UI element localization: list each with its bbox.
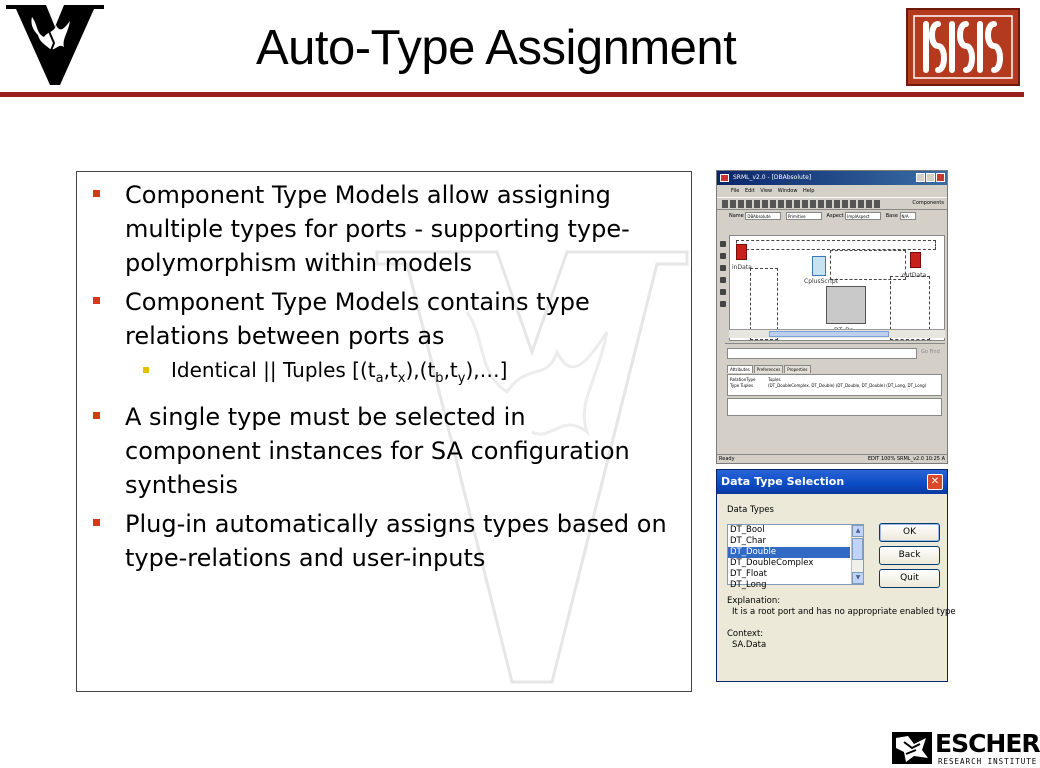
connect-tool-icon[interactable] — [720, 253, 726, 259]
quit-button[interactable]: Quit — [879, 569, 940, 588]
list-item[interactable]: DT_Float — [730, 569, 767, 579]
out-port-label: outData — [902, 272, 927, 279]
scroll-thumb[interactable] — [852, 538, 863, 560]
escher-logo — [892, 729, 1040, 766]
menu-help[interactable]: Help — [803, 188, 815, 194]
isis-logo — [906, 8, 1020, 86]
base-field[interactable]: N/A — [900, 212, 916, 220]
back-button[interactable]: Back — [879, 546, 940, 565]
escher-wordmark: ESCHER — [935, 729, 1040, 758]
dialog-title: Data Type Selection — [721, 475, 845, 488]
toolbar-button[interactable] — [826, 200, 832, 208]
in-port-label: inData — [732, 264, 752, 271]
dialog-titlebar — [717, 470, 947, 494]
scroll-down-icon[interactable]: ▼ — [852, 572, 864, 584]
list-vertical-scrollbar[interactable] — [851, 525, 863, 584]
sub-bullet-marker — [143, 367, 149, 373]
gme-left-toolbar — [719, 238, 728, 358]
maximize-button[interactable] — [926, 173, 935, 182]
bullet-text: Plug-in automatically assigns types based on type-relations and user-inputs — [125, 510, 667, 572]
tab-preferences[interactable]: Preferences — [754, 365, 784, 373]
tab-properties[interactable]: Properties — [784, 365, 810, 373]
gme-menubar — [717, 185, 947, 197]
bullet-text: A single type must be selected in component instances for SA configuration synthesis — [125, 403, 630, 499]
data-types-listbox[interactable] — [727, 524, 864, 590]
component-label: CplusScript — [804, 278, 838, 285]
go-find-button[interactable]: Go Find — [921, 349, 940, 355]
toolbar-button[interactable] — [722, 200, 728, 208]
in-port-icon[interactable] — [736, 244, 747, 260]
bullet-item — [87, 400, 667, 502]
title-rule — [0, 92, 1024, 97]
toolbar-button[interactable] — [762, 200, 768, 208]
toolbar-button[interactable] — [746, 200, 752, 208]
toolbar-button[interactable] — [786, 200, 792, 208]
toolbar-button[interactable] — [834, 200, 840, 208]
explanation-text: It is a root port and has no appropriate enabled type — [732, 607, 956, 617]
context-text: SA.Data — [732, 640, 767, 650]
toolbar-button[interactable] — [818, 200, 824, 208]
context-label: Context: — [727, 629, 764, 639]
data-types-list — [728, 525, 863, 591]
browser-tabs — [727, 365, 812, 373]
bullet-item — [87, 507, 667, 575]
sub-bullet-text: Identical || Tuples $[(t_a,t_x),(t_b,t_y),\dots]$ — [171, 358, 508, 386]
bullet-item — [87, 178, 667, 280]
toolbar-button[interactable] — [754, 200, 760, 208]
attribute-browser — [725, 343, 945, 419]
menu-window[interactable]: Window — [777, 188, 798, 194]
connection-line — [736, 240, 936, 250]
gme-window-title: SRML_v2.0 - [DBAbsolute] — [733, 174, 812, 181]
app-icon — [720, 174, 729, 182]
ok-button[interactable]: OK — [879, 523, 940, 542]
gme-titlebar — [717, 171, 947, 185]
attribute-table — [727, 374, 942, 396]
gme-editor-window — [716, 170, 948, 464]
status-text: Ready — [719, 456, 735, 462]
toolbar-button[interactable] — [874, 200, 880, 208]
dialog-close-button[interactable]: ✕ — [927, 474, 943, 490]
aspect-select[interactable]: ImplAspect — [845, 212, 881, 220]
object-search-input[interactable] — [727, 348, 917, 359]
list-item[interactable]: DT_Char — [730, 536, 767, 546]
name-field[interactable]: DBAbsolute — [745, 212, 781, 220]
bullet-text: Component Type Models allow assigning multiple types for ports - supporting type-polymorphism within models — [125, 181, 630, 277]
toolbar-button[interactable] — [730, 200, 736, 208]
list-item-selected[interactable]: DT_Double — [728, 547, 850, 558]
list-item[interactable]: DT_DoubleComplex — [730, 558, 814, 568]
bullet-text: Component Type Models contains type relations between ports as — [125, 288, 590, 350]
attribute-key: RelationType — [730, 377, 756, 382]
sub-bullet-item — [87, 356, 667, 393]
bullet-marker — [93, 519, 100, 526]
close-button[interactable] — [936, 173, 945, 182]
toolbar-button[interactable] — [810, 200, 816, 208]
toolbar-button[interactable] — [794, 200, 800, 208]
menu-edit[interactable]: Edit — [744, 188, 755, 194]
canvas-horizontal-scrollbar[interactable] — [729, 329, 945, 338]
cplusscript-icon[interactable] — [812, 256, 826, 276]
status-info: EDIT 100% SRML_v2.0 10:25 A — [867, 456, 945, 462]
menu-view[interactable]: View — [760, 188, 773, 194]
set-tool-icon[interactable] — [720, 277, 726, 283]
list-item[interactable]: DT_Bool — [730, 525, 765, 535]
minimize-button[interactable] — [916, 173, 925, 182]
toolbar-button[interactable] — [802, 200, 808, 208]
bullet-list — [87, 178, 667, 580]
escher-subtitle: RESEARCH INSTITUTE — [938, 757, 1038, 766]
bullet-item — [87, 285, 667, 353]
toolbar-button[interactable] — [842, 200, 848, 208]
zoom-tool-icon[interactable] — [720, 289, 726, 295]
bullet-marker — [93, 412, 100, 419]
scroll-up-icon[interactable]: ▲ — [852, 525, 864, 537]
attribute-value: (DT_DoubleComplex, DT_Double) (DT_Double, DT_Double) (DT_Long, DT_Long) — [768, 383, 927, 388]
out-port-icon[interactable] — [910, 252, 921, 268]
visualize-tool-icon[interactable] — [720, 301, 726, 307]
toolbar-button[interactable] — [850, 200, 856, 208]
content-box — [76, 171, 692, 692]
component-block[interactable] — [826, 286, 866, 324]
gme-statusbar — [717, 454, 947, 463]
scroll-thumb[interactable] — [769, 331, 889, 337]
name-label: Name — [729, 213, 744, 219]
bullet-marker — [93, 190, 100, 197]
isis-logo-mark — [908, 10, 1018, 84]
gme-toolbar — [717, 197, 947, 210]
toolbar-button[interactable] — [738, 200, 744, 208]
aspect-label: Aspect — [826, 213, 844, 219]
toolbar-button[interactable] — [866, 200, 872, 208]
attribute-key: Type Tuples — [730, 383, 754, 388]
base-label: Base — [885, 213, 898, 219]
toolbar-button[interactable] — [858, 200, 864, 208]
slide-title: Auto-Type Assignment — [256, 21, 737, 75]
toolbar-button[interactable] — [778, 200, 784, 208]
list-item[interactable]: DT_Long — [730, 580, 767, 590]
escher-mark-icon — [892, 732, 932, 764]
gme-namebar — [717, 210, 947, 223]
toolbar-button[interactable] — [770, 200, 776, 208]
vanderbilt-v-logo — [4, 3, 106, 87]
data-types-label: Data Types — [727, 505, 774, 515]
attribute-value: Tuples — [768, 377, 781, 382]
disconnect-tool-icon[interactable] — [720, 265, 726, 271]
kind-field[interactable]: Primitive — [786, 212, 822, 220]
model-canvas[interactable] — [729, 235, 945, 341]
tab-attributes[interactable]: Attributes — [727, 365, 753, 373]
bullet-marker — [93, 297, 100, 304]
pointer-tool-icon[interactable] — [720, 241, 726, 247]
menu-file[interactable]: File — [731, 188, 740, 194]
attribute-row[interactable] — [730, 383, 939, 389]
explanation-label: Explanation: — [727, 596, 781, 606]
attribute-editor[interactable] — [727, 398, 942, 416]
components-label: Components — [912, 200, 944, 206]
data-type-selection-dialog — [716, 469, 956, 682]
